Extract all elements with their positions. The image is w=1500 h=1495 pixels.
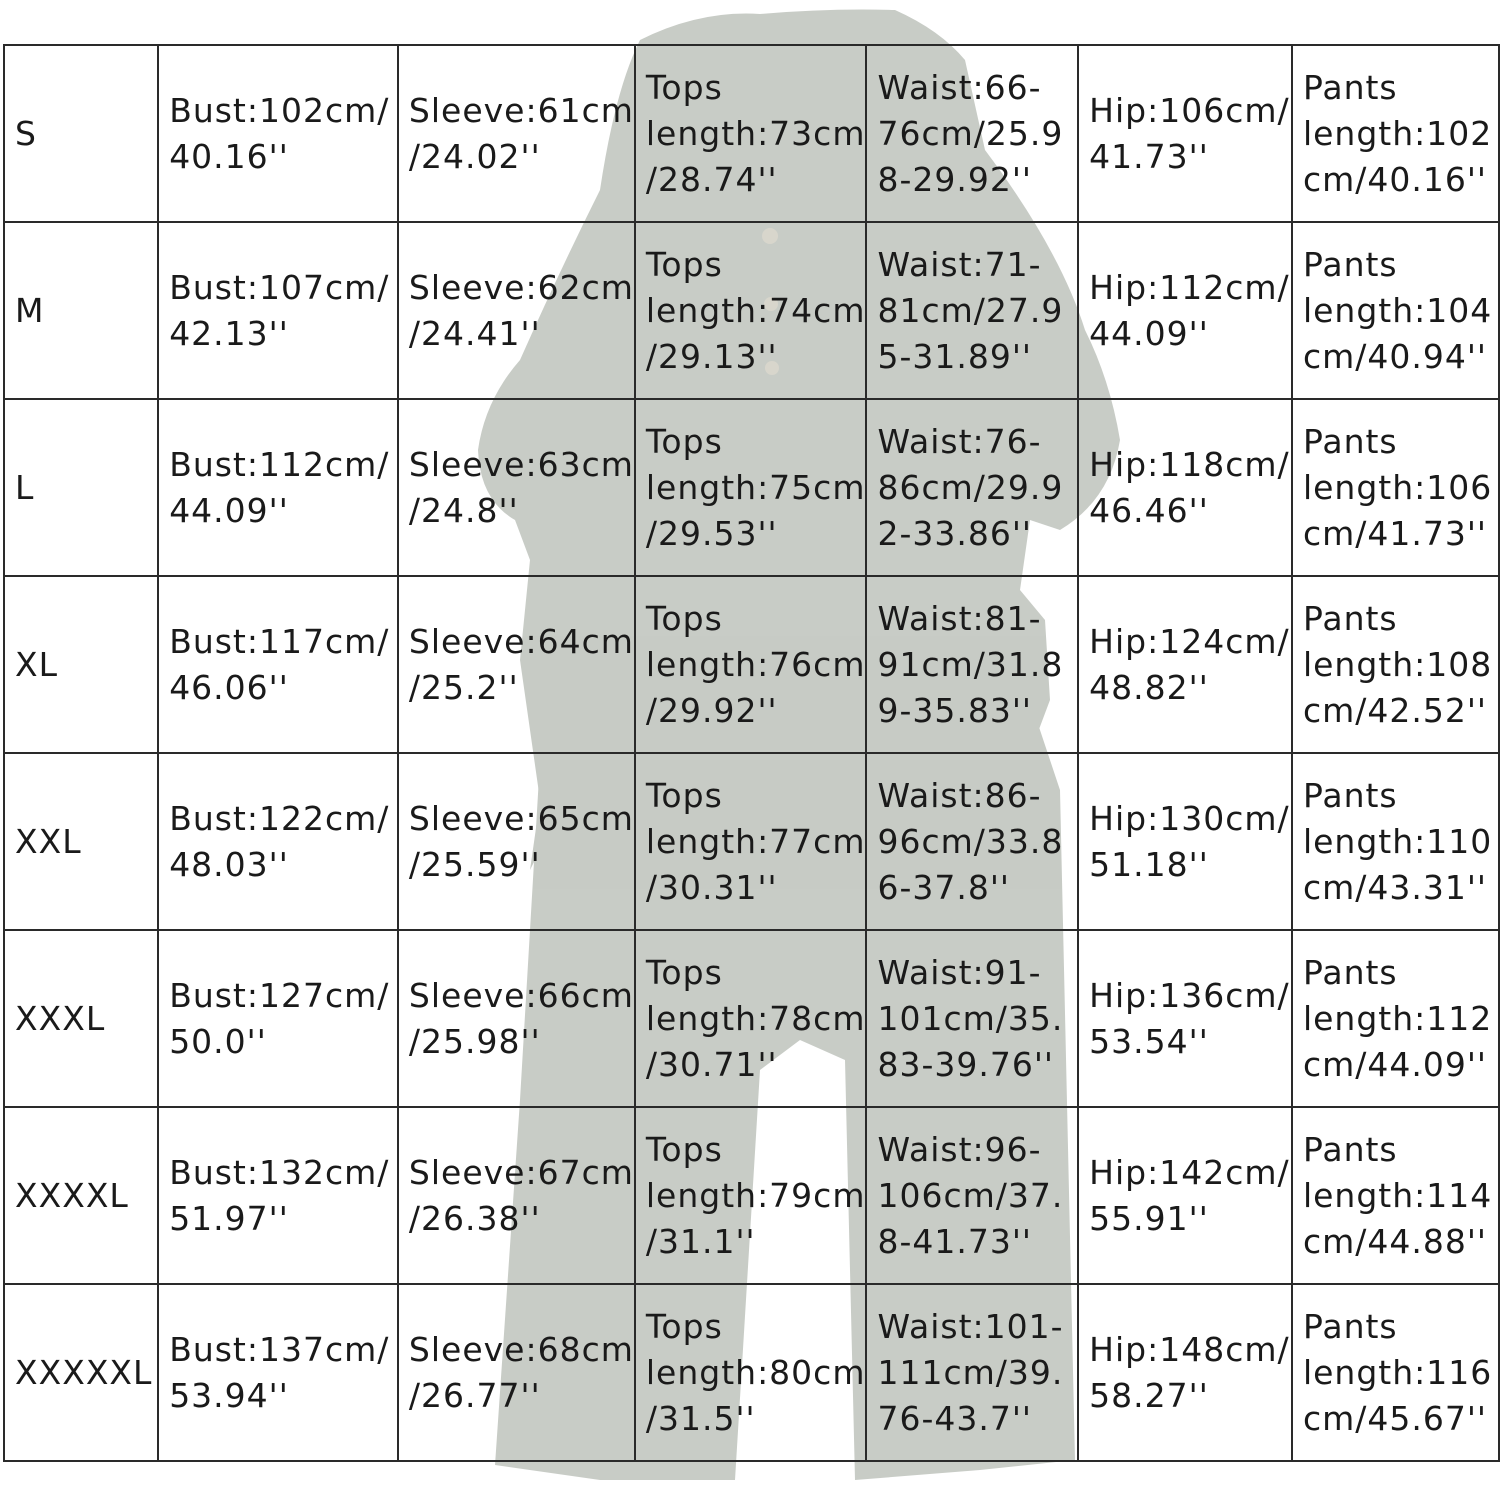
table-row — [4, 45, 1499, 222]
sleeve-cell: Sleeve:67cm /26.38'' — [398, 1107, 635, 1284]
pants-length-cell: Pants length:106 cm/41.73'' — [1292, 399, 1499, 576]
size-cell: XXXL — [4, 930, 158, 1107]
tops-length-cell: Tops length:74cm /29.13'' — [635, 222, 867, 399]
table-row — [4, 930, 1499, 1107]
pants-length-cell: Pants length:110 cm/43.31'' — [1292, 753, 1499, 930]
table-row — [4, 576, 1499, 753]
pants-length-cell: Pants length:108 cm/42.52'' — [1292, 576, 1499, 753]
bust-cell: Bust:122cm/ 48.03'' — [158, 753, 398, 930]
pants-length-cell: Pants length:114 cm/44.88'' — [1292, 1107, 1499, 1284]
waist-cell: Waist:96- 106cm/37. 8-41.73'' — [866, 1107, 1078, 1284]
size-chart-body — [4, 45, 1499, 1461]
size-cell: XL — [4, 576, 158, 753]
waist-cell: Waist:101- 111cm/39. 76-43.7'' — [866, 1284, 1078, 1461]
tops-length-cell: Tops length:79cm /31.1'' — [635, 1107, 867, 1284]
size-chart-table — [3, 44, 1500, 1462]
sleeve-cell: Sleeve:61cm /24.02'' — [398, 45, 635, 222]
tops-length-cell: Tops length:73cm /28.74'' — [635, 45, 867, 222]
hip-cell: Hip:136cm/ 53.54'' — [1078, 930, 1292, 1107]
hip-cell: Hip:124cm/ 48.82'' — [1078, 576, 1292, 753]
size-cell: S — [4, 45, 158, 222]
table-row — [4, 753, 1499, 930]
hip-cell: Hip:130cm/ 51.18'' — [1078, 753, 1292, 930]
sleeve-cell: Sleeve:62cm /24.41'' — [398, 222, 635, 399]
tops-length-cell: Tops length:76cm /29.92'' — [635, 576, 867, 753]
waist-cell: Waist:86- 96cm/33.8 6-37.8'' — [866, 753, 1078, 930]
sleeve-cell: Sleeve:68cm /26.77'' — [398, 1284, 635, 1461]
hip-cell: Hip:148cm/ 58.27'' — [1078, 1284, 1292, 1461]
tops-length-cell: Tops length:75cm /29.53'' — [635, 399, 867, 576]
sleeve-cell: Sleeve:65cm /25.59'' — [398, 753, 635, 930]
bust-cell: Bust:132cm/ 51.97'' — [158, 1107, 398, 1284]
sleeve-cell: Sleeve:64cm /25.2'' — [398, 576, 635, 753]
table-row — [4, 1284, 1499, 1461]
bust-cell: Bust:137cm/ 53.94'' — [158, 1284, 398, 1461]
size-cell: M — [4, 222, 158, 399]
table-row — [4, 399, 1499, 576]
hip-cell: Hip:142cm/ 55.91'' — [1078, 1107, 1292, 1284]
bust-cell: Bust:117cm/ 46.06'' — [158, 576, 398, 753]
waist-cell: Waist:66- 76cm/25.9 8-29.92'' — [866, 45, 1078, 222]
hip-cell: Hip:112cm/ 44.09'' — [1078, 222, 1292, 399]
table-row — [4, 222, 1499, 399]
tops-length-cell: Tops length:77cm /30.31'' — [635, 753, 867, 930]
size-cell: L — [4, 399, 158, 576]
waist-cell: Waist:81- 91cm/31.8 9-35.83'' — [866, 576, 1078, 753]
hip-cell: Hip:106cm/ 41.73'' — [1078, 45, 1292, 222]
waist-cell: Waist:91- 101cm/35. 83-39.76'' — [866, 930, 1078, 1107]
waist-cell: Waist:76- 86cm/29.9 2-33.86'' — [866, 399, 1078, 576]
size-cell: XXXXL — [4, 1107, 158, 1284]
bust-cell: Bust:112cm/ 44.09'' — [158, 399, 398, 576]
tops-length-cell: Tops length:80cm /31.5'' — [635, 1284, 867, 1461]
pants-length-cell: Pants length:104 cm/40.94'' — [1292, 222, 1499, 399]
sleeve-cell: Sleeve:66cm /25.98'' — [398, 930, 635, 1107]
waist-cell: Waist:71- 81cm/27.9 5-31.89'' — [866, 222, 1078, 399]
hip-cell: Hip:118cm/ 46.46'' — [1078, 399, 1292, 576]
size-cell: XXL — [4, 753, 158, 930]
size-cell: XXXXXL — [4, 1284, 158, 1461]
bust-cell: Bust:107cm/ 42.13'' — [158, 222, 398, 399]
bust-cell: Bust:102cm/ 40.16'' — [158, 45, 398, 222]
sleeve-cell: Sleeve:63cm /24.8'' — [398, 399, 635, 576]
pants-length-cell: Pants length:112 cm/44.09'' — [1292, 930, 1499, 1107]
pants-length-cell: Pants length:102 cm/40.16'' — [1292, 45, 1499, 222]
table-row — [4, 1107, 1499, 1284]
pants-length-cell: Pants length:116 cm/45.67'' — [1292, 1284, 1499, 1461]
tops-length-cell: Tops length:78cm /30.71'' — [635, 930, 867, 1107]
bust-cell: Bust:127cm/ 50.0'' — [158, 930, 398, 1107]
